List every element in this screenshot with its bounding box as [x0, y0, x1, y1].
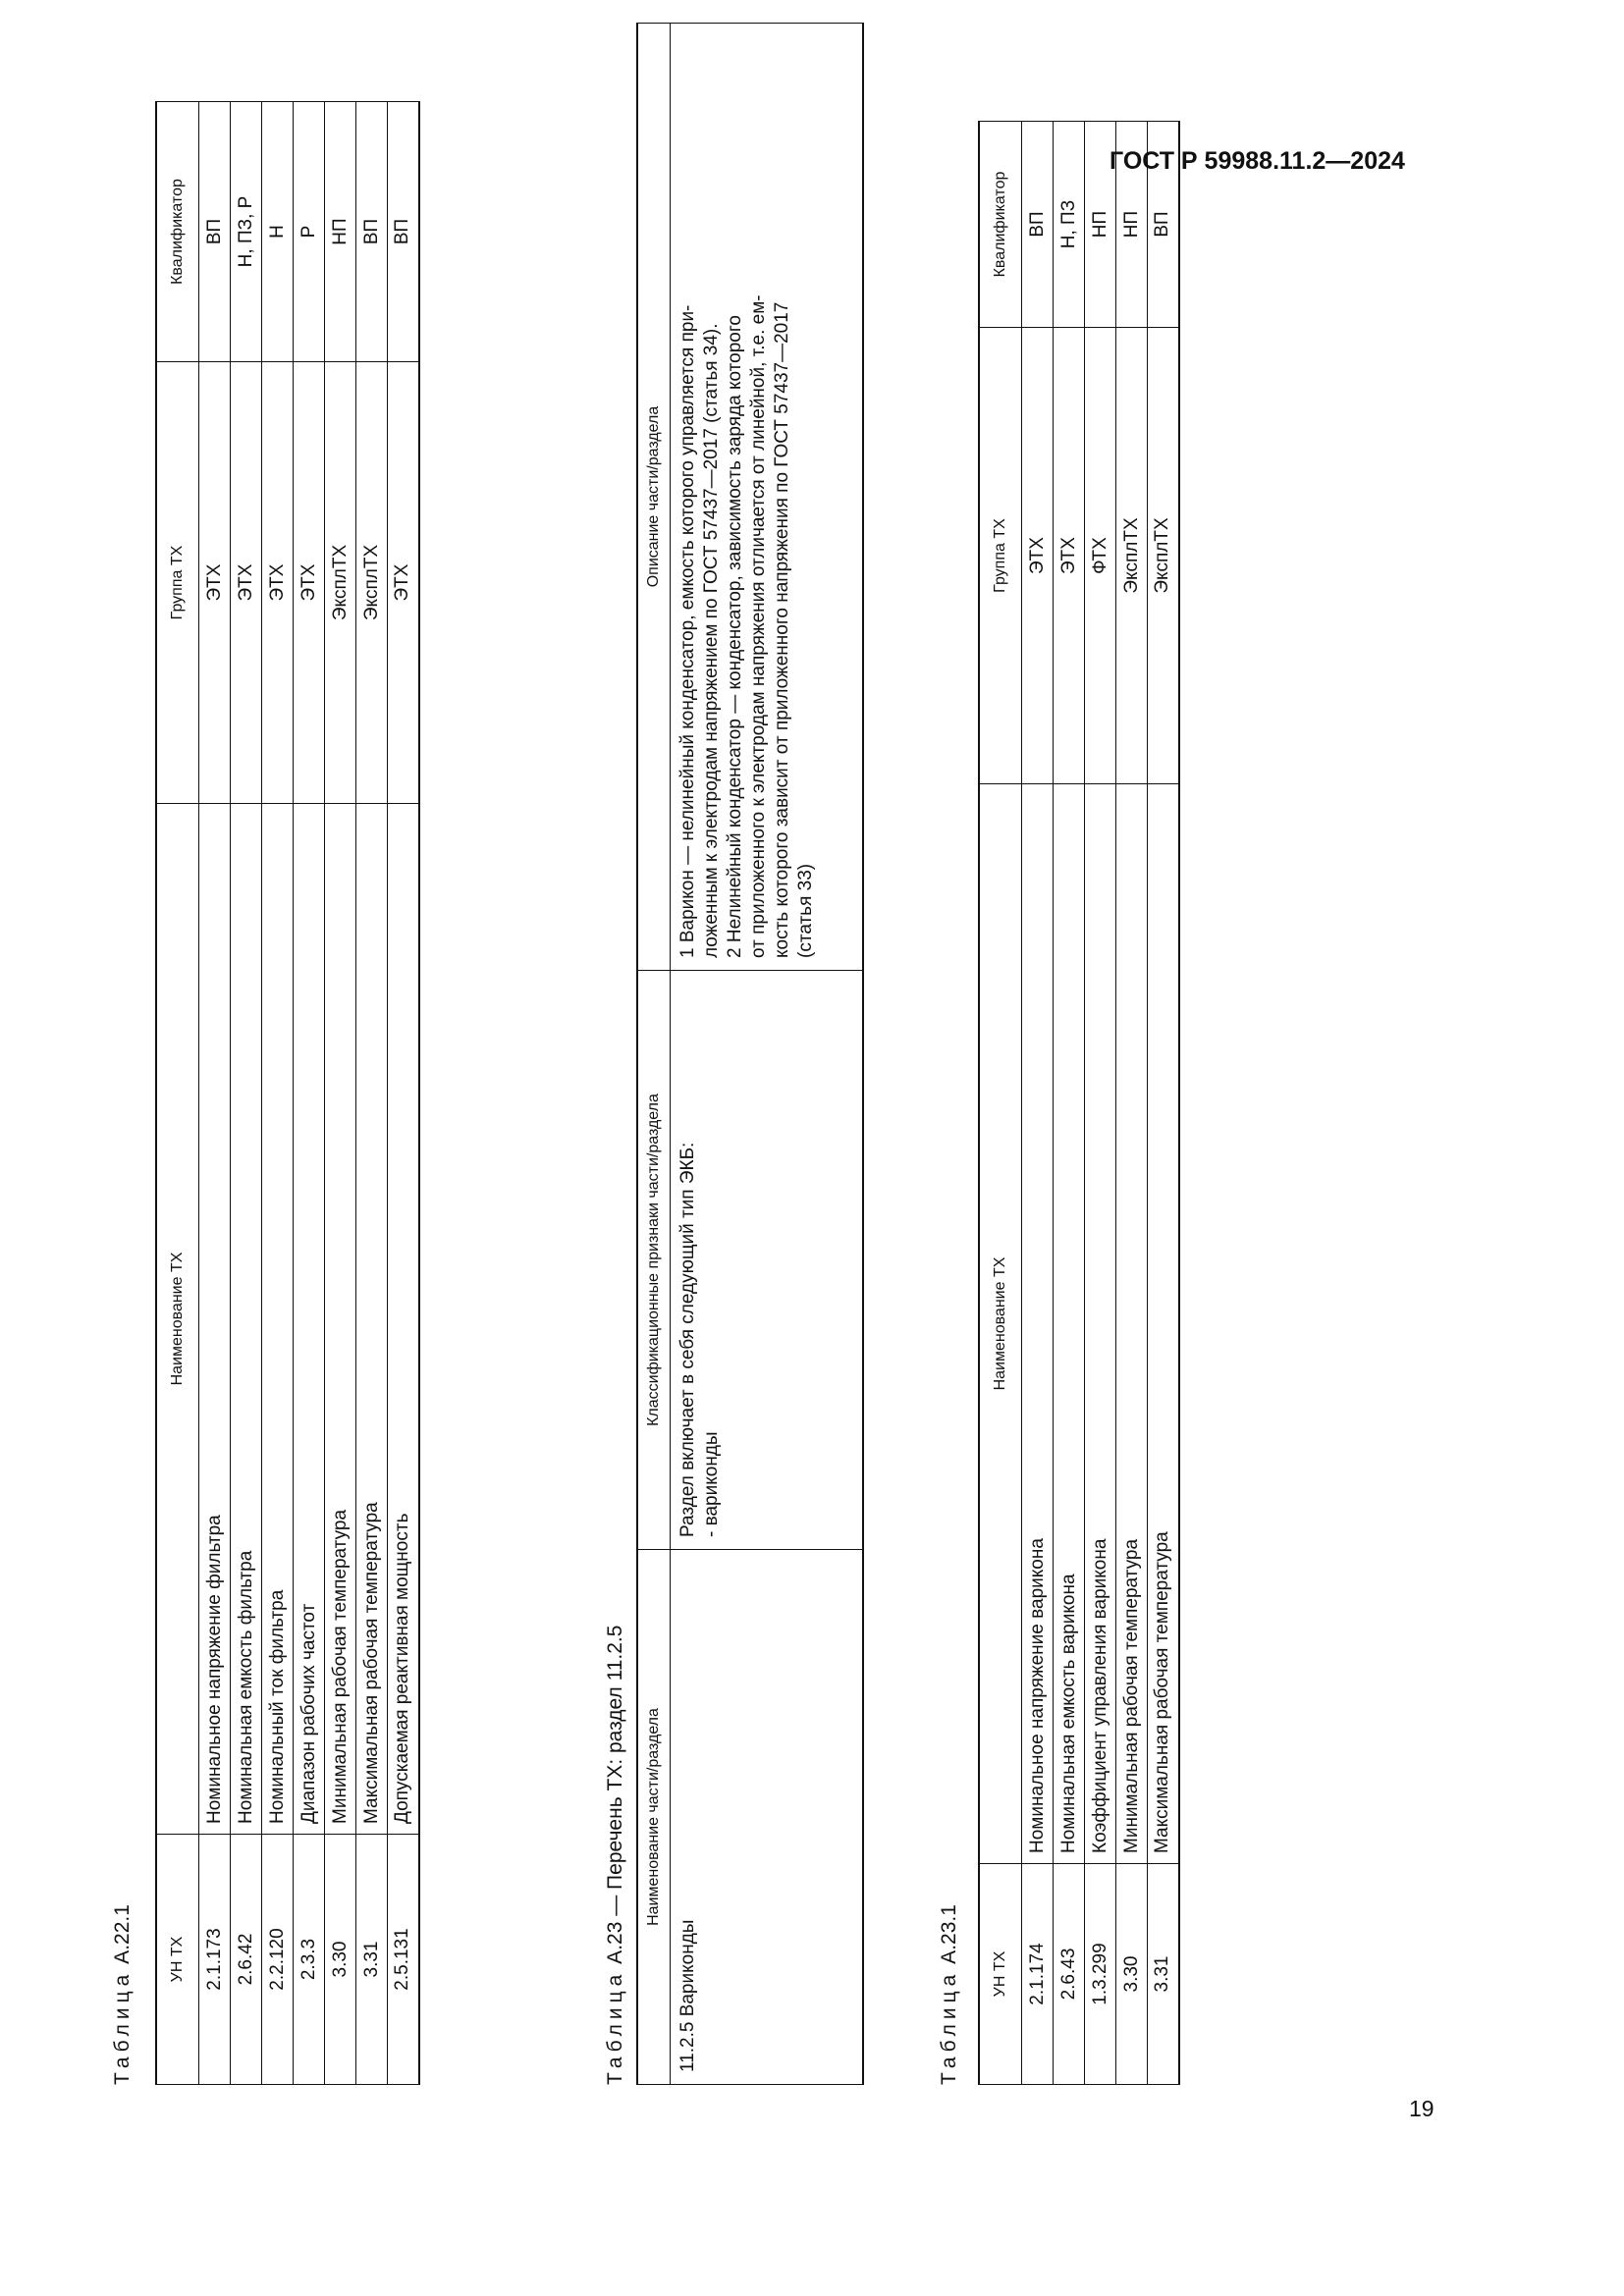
- description-line: 2 Нелинейный конденсатор — конденсатор, зависимость заряда которого: [725, 315, 745, 958]
- cell-qualifier: Н, ПЗ: [1054, 122, 1085, 328]
- cell-un-tx: 3.30: [325, 1835, 356, 2085]
- description-line: кость которого зависит от приложенного напряжения по ГОСТ 57437—2017: [772, 301, 792, 958]
- cell-un-tx: 2.1.173: [199, 1835, 231, 2085]
- table-row: [262, 102, 294, 2085]
- document-header: ГОСТ Р 59988.11.2—2024: [1110, 147, 1405, 175]
- column-header-name: Наименование ТХ: [156, 804, 199, 1835]
- cell-qualifier: Н: [262, 102, 294, 362]
- cell-un-tx: 2.5.131: [388, 1835, 419, 2085]
- page-number: 19: [1409, 2096, 1435, 2121]
- criteria-line: - вариконды: [701, 1431, 722, 1537]
- cell-un-tx: 1.3.299: [1085, 1864, 1116, 2085]
- table-a23-1-caption: Таблица А.23.1: [938, 1904, 960, 2085]
- table-a22-1-caption: Таблица А.22.1: [111, 1904, 134, 2085]
- cell-description: [671, 24, 863, 971]
- column-header-name: Наименование ТХ: [979, 784, 1022, 1864]
- table-row: [325, 102, 356, 2085]
- column-header-group: Группа ТХ: [979, 328, 1022, 784]
- cell-name: Номинальное напряжение фильтра: [199, 804, 231, 1835]
- cell-name: Минимальная рабочая температура: [1116, 784, 1148, 1864]
- cell-qualifier: НП: [1085, 122, 1116, 328]
- table-a23-1: [978, 121, 1180, 2085]
- cell-group: ЭТХ: [199, 362, 231, 804]
- cell-name: Диапазон рабочих частот: [294, 804, 325, 1835]
- table-header-row: [637, 24, 671, 2085]
- column-header-group: Группа ТХ: [156, 362, 199, 804]
- cell-name: Допускаемая реактивная мощность: [388, 804, 419, 1835]
- description-line: (статья 33): [795, 863, 816, 958]
- cell-group: ЭТХ: [231, 362, 262, 804]
- column-header-qualifier: Квалификатор: [156, 102, 199, 362]
- cell-un-tx: 3.30: [1116, 1864, 1148, 2085]
- cell-name: Минимальная рабочая температура: [325, 804, 356, 1835]
- cell-part-name: 11.2.5 Вариконды: [671, 1550, 863, 2085]
- column-header-part-name: Наименование части/раздела: [637, 1550, 671, 2085]
- cell-qualifier: ВП: [1148, 122, 1179, 328]
- table-a23: [636, 23, 864, 2085]
- table-row: [1085, 122, 1116, 2085]
- cell-name: Максимальная рабочая температура: [356, 804, 388, 1835]
- cell-group: ЭТХ: [294, 362, 325, 804]
- column-header-qualifier: Квалификатор: [979, 122, 1022, 328]
- column-header-description: Описание части/раздела: [637, 24, 671, 971]
- cell-qualifier: ВП: [356, 102, 388, 362]
- cell-qualifier: ВП: [1022, 122, 1054, 328]
- cell-qualifier: НП: [1116, 122, 1148, 328]
- table-row: [356, 102, 388, 2085]
- table-a22-1: [155, 101, 420, 2085]
- cell-qualifier: ВП: [388, 102, 419, 362]
- cell-group: ЭксплТХ: [356, 362, 388, 804]
- cell-qualifier: НП: [325, 102, 356, 362]
- cell-name: Коэффициент управления варикона: [1085, 784, 1116, 1864]
- table-row: [1148, 122, 1179, 2085]
- column-header-criteria: Классификационные признаки части/раздела: [637, 971, 671, 1550]
- cell-name: Максимальная рабочая температура: [1148, 784, 1179, 1864]
- table-row: [199, 102, 231, 2085]
- description-line: 1 Варикон — нелинейный конденсатор, емкость которого управляется при-: [677, 304, 698, 958]
- column-header-un-tx: УН ТХ: [979, 1864, 1022, 2085]
- cell-group: ЭТХ: [262, 362, 294, 804]
- cell-un-tx: 3.31: [356, 1835, 388, 2085]
- cell-qualifier: Р: [294, 102, 325, 362]
- table-row: [1116, 122, 1148, 2085]
- cell-un-tx: 2.6.43: [1054, 1864, 1085, 2085]
- cell-qualifier: ВП: [199, 102, 231, 362]
- cell-group: ЭТХ: [1022, 328, 1054, 784]
- description-line: от приложенного к электродам напряжения отличается от линейной, т.е. ем-: [748, 294, 769, 958]
- table-row: [388, 102, 419, 2085]
- cell-un-tx: 3.31: [1148, 1864, 1179, 2085]
- cell-un-tx: 2.3.3: [294, 1835, 325, 2085]
- table-row: [1054, 122, 1085, 2085]
- cell-un-tx: 2.6.42: [231, 1835, 262, 2085]
- cell-group: ЭксплТХ: [1148, 328, 1179, 784]
- cell-un-tx: 2.2.120: [262, 1835, 294, 2085]
- column-header-un-tx: УН ТХ: [156, 1835, 199, 2085]
- table-row: [671, 24, 863, 2085]
- cell-name: Номинальная емкость фильтра: [231, 804, 262, 1835]
- table-row: [231, 102, 262, 2085]
- cell-name: Номинальное напряжение варикона: [1022, 784, 1054, 1864]
- cell-group: ФТХ: [1085, 328, 1116, 784]
- cell-un-tx: 2.1.174: [1022, 1864, 1054, 2085]
- cell-name: Номинальная емкость варикона: [1054, 784, 1085, 1864]
- cell-criteria: [671, 971, 863, 1550]
- cell-group: ЭксплТХ: [1116, 328, 1148, 784]
- table-header-row: [979, 122, 1022, 2085]
- cell-qualifier: Н, ПЗ, Р: [231, 102, 262, 362]
- cell-group: ЭТХ: [1054, 328, 1085, 784]
- cell-group: ЭТХ: [388, 362, 419, 804]
- table-row: [294, 102, 325, 2085]
- cell-group: ЭксплТХ: [325, 362, 356, 804]
- cell-name: Номинальный ток фильтра: [262, 804, 294, 1835]
- table-row: [1022, 122, 1054, 2085]
- table-a23-caption: Таблица А.23 — Перечень ТХ: раздел 11.2.5: [604, 1625, 626, 2085]
- description-line: ложенным к электродам напряжением по ГОСТ 57437—2017 (статья 34).: [701, 323, 722, 958]
- table-header-row: [156, 102, 199, 2085]
- criteria-line: Раздел включает в себя следующий тип ЭКБ:: [677, 1142, 698, 1537]
